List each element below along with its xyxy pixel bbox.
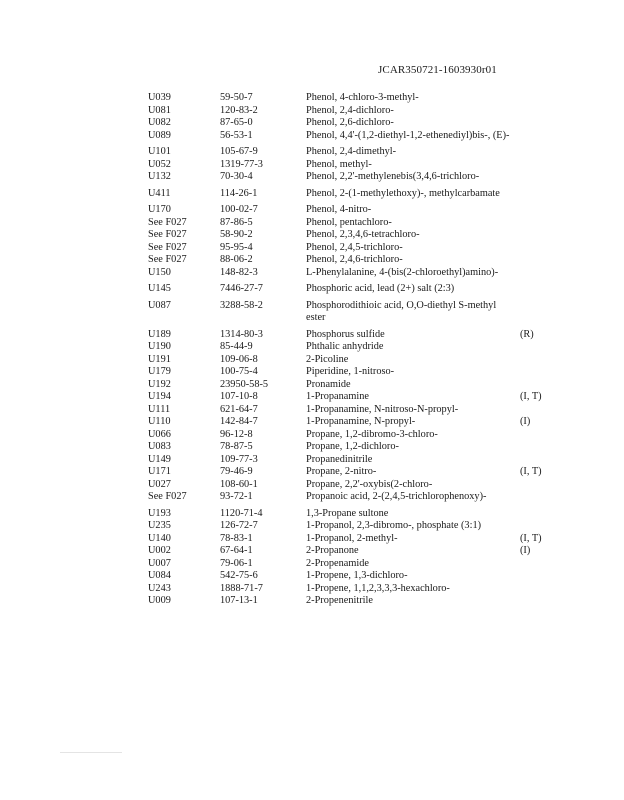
- chemical-name: 2-Propenenitrile: [306, 595, 373, 606]
- waste-code: U083: [148, 441, 171, 452]
- waste-code: U191: [148, 353, 171, 365]
- cas-number: 1319-77-3: [220, 158, 263, 170]
- cas-number: 79-46-9: [220, 466, 253, 477]
- waste-code: U101: [148, 146, 171, 157]
- waste-code: U066: [148, 428, 171, 440]
- table-row: [148, 366, 548, 379]
- table-row: [148, 520, 548, 533]
- waste-code: U089: [148, 129, 171, 141]
- table-row: [148, 296, 548, 325]
- chemical-name: Phenol, 4-chloro-3-methyl-: [306, 92, 419, 103]
- table-row: [148, 184, 548, 201]
- waste-code: U411: [148, 187, 171, 199]
- cas-number: 79-06-1: [220, 557, 253, 569]
- waste-code: U170: [148, 204, 171, 215]
- waste-code: See F027: [148, 254, 187, 265]
- chemical-name: Phenol, methyl-: [306, 158, 372, 170]
- waste-code: U007: [148, 557, 171, 569]
- waste-code: U027: [148, 478, 171, 490]
- waste-code: U149: [148, 453, 171, 465]
- table-row: [148, 92, 548, 105]
- chemical-name: 2-Picoline: [306, 353, 349, 365]
- hazard-code: (I, T): [520, 466, 542, 477]
- cas-number: 87-86-5: [220, 216, 253, 228]
- hazard-code: [516, 171, 548, 184]
- hazard-code: [516, 92, 548, 105]
- hazard-code: [516, 142, 548, 159]
- hazard-code: [516, 354, 548, 367]
- cas-number: 542-75-6: [220, 570, 258, 581]
- table-row: [148, 416, 548, 429]
- hazard-code: [516, 404, 548, 417]
- waste-code: See F027: [148, 241, 187, 253]
- cas-number: 23950-58-5: [220, 378, 269, 390]
- chemical-name: Phenol, 2,4,6-trichloro-: [306, 254, 403, 265]
- cas-number: 1120-71-4: [220, 507, 263, 519]
- chemical-name: Phenol, 4,4'-(1,2-diethyl-1,2-ethenediyl)bis-, (E)-: [306, 129, 510, 141]
- chemical-name: Phenol, 2,4-dimethyl-: [306, 146, 397, 157]
- chemical-name: Phosphorodithioic acid, O,O-diethyl S-methyl ester: [306, 299, 497, 323]
- waste-code: See F027: [148, 491, 187, 502]
- chemical-name: 1-Propanamine: [306, 391, 369, 402]
- table-row: [148, 279, 548, 296]
- hazard-code: [516, 366, 548, 379]
- chemical-name: Piperidine, 1-nitroso-: [306, 366, 395, 377]
- cas-number: 78-83-1: [220, 532, 253, 544]
- cas-number: 148-82-3: [220, 266, 258, 278]
- table-row: [148, 504, 548, 521]
- waste-code: U052: [148, 158, 171, 170]
- cas-number: 56-53-1: [220, 129, 253, 141]
- hazard-code: [516, 454, 548, 467]
- hazard-code: [516, 558, 548, 571]
- hazard-code: [516, 296, 548, 325]
- waste-code: U132: [148, 171, 171, 182]
- chemical-name: 2-Propenamide: [306, 557, 369, 569]
- table-row: [148, 429, 548, 442]
- cas-number: 78-87-5: [220, 441, 253, 452]
- hazard-code: [516, 520, 548, 533]
- cas-number: 109-77-3: [220, 453, 258, 465]
- hazard-code: [516, 341, 548, 354]
- chemical-name: Phthalic anhydride: [306, 341, 384, 352]
- hazardous-waste-table: [148, 92, 548, 608]
- table-row: [148, 545, 548, 558]
- table-row: [148, 229, 548, 242]
- chemical-name: Propane, 1,2-dichloro-: [306, 441, 399, 452]
- table-row: [148, 130, 548, 143]
- cas-number: 108-60-1: [220, 478, 258, 490]
- waste-code: U140: [148, 532, 171, 544]
- waste-code: U243: [148, 582, 171, 594]
- chemical-name: 2-Propanone: [306, 545, 359, 556]
- cas-number: 109-06-8: [220, 353, 258, 365]
- table-row: [148, 267, 548, 280]
- cas-number: 85-44-9: [220, 341, 253, 352]
- chemical-name: Propane, 1,2-dibromo-3-chloro-: [306, 428, 438, 440]
- waste-code: U039: [148, 92, 171, 103]
- hazard-code: [516, 583, 548, 596]
- chemical-name: Phenol, 2,3,4,6-tetrachloro-: [306, 229, 420, 240]
- table-row: [148, 142, 548, 159]
- waste-code: U087: [148, 299, 171, 311]
- table-row: [148, 325, 548, 342]
- chemical-name: Phosphorus sulfide: [306, 328, 385, 340]
- waste-code: U235: [148, 520, 171, 531]
- cas-number: 87-65-0: [220, 117, 253, 128]
- hazard-code: [516, 130, 548, 143]
- hazard-code: (I): [520, 545, 531, 556]
- table-row: [148, 454, 548, 467]
- chemical-name: L-Phenylalanine, 4-(bis(2-chloroethyl)amino)-: [306, 266, 499, 278]
- table-body: [148, 92, 548, 608]
- table-row: [148, 200, 548, 217]
- waste-code: U150: [148, 266, 171, 278]
- cas-number: 96-12-8: [220, 428, 253, 440]
- waste-code: U145: [148, 283, 171, 294]
- hazard-code: [516, 242, 548, 255]
- waste-code: U171: [148, 466, 171, 477]
- chemical-name: Phenol, 4-nitro-: [306, 204, 372, 215]
- hazard-code: [516, 570, 548, 583]
- table-row: [148, 117, 548, 130]
- waste-code: See F027: [148, 229, 187, 240]
- cas-number: 120-83-2: [220, 104, 258, 116]
- table-row: [148, 391, 548, 404]
- hazard-code: [516, 491, 548, 504]
- chemical-name: Phenol, 2,4-dichloro-: [306, 104, 394, 116]
- chemical-name: Pronamide: [306, 378, 351, 390]
- hazard-code: [516, 159, 548, 172]
- chemical-name: Phenol, 2,6-dichloro-: [306, 117, 394, 128]
- cas-number: 70-30-4: [220, 171, 253, 182]
- cas-number: 621-64-7: [220, 403, 258, 415]
- table-row: [148, 595, 548, 608]
- chemical-name: 1-Propanamine, N-nitroso-N-propyl-: [306, 403, 459, 415]
- table-row: [148, 217, 548, 230]
- hazard-code: (R): [520, 328, 534, 340]
- hazard-code: (I): [520, 416, 531, 427]
- table-row: [148, 354, 548, 367]
- table-row: [148, 558, 548, 571]
- hazard-code: [516, 267, 548, 280]
- hazard-code: [516, 441, 548, 454]
- table-row: [148, 491, 548, 504]
- hazard-code: [516, 200, 548, 217]
- chemical-name: Propanedinitrile: [306, 453, 373, 465]
- cas-number: 105-67-9: [220, 146, 258, 157]
- table-row: [148, 379, 548, 392]
- chemical-name: Phosphoric acid, lead (2+) salt (2:3): [306, 283, 455, 294]
- cas-number: 95-95-4: [220, 241, 253, 253]
- hazard-code: [516, 254, 548, 267]
- hazard-code: [516, 117, 548, 130]
- cas-number: 142-84-7: [220, 416, 258, 427]
- table-row: [148, 466, 548, 479]
- cas-number: 3288-58-2: [220, 299, 263, 311]
- cas-number: 107-10-8: [220, 391, 258, 402]
- waste-code: U009: [148, 595, 171, 606]
- cas-number: 1888-71-7: [220, 582, 263, 594]
- waste-code: U111: [148, 403, 171, 415]
- hazard-code: [516, 379, 548, 392]
- hazard-code: [516, 429, 548, 442]
- chemical-name: 1-Propanol, 2-methyl-: [306, 532, 398, 544]
- chemical-name: Phenol, 2-(1-methylethoxy)-, methylcarbamate: [306, 187, 500, 199]
- chemical-name: Phenol, pentachloro-: [306, 216, 392, 228]
- hazard-code: [516, 479, 548, 492]
- table-row: [148, 479, 548, 492]
- table-row: [148, 159, 548, 172]
- cas-number: 7446-27-7: [220, 283, 263, 294]
- cas-number: 67-64-1: [220, 545, 253, 556]
- chemical-name: 1-Propanamine, N-propyl-: [306, 416, 416, 427]
- chemical-name: Phenol, 2,4,5-trichloro-: [306, 241, 403, 253]
- table-row: [148, 404, 548, 417]
- waste-code: U084: [148, 570, 171, 581]
- table-row: [148, 583, 548, 596]
- cas-number: 58-90-2: [220, 229, 253, 240]
- chemical-name: Propane, 2,2'-oxybis(2-chloro-: [306, 478, 433, 490]
- waste-code: See F027: [148, 216, 187, 228]
- cas-number: 126-72-7: [220, 520, 258, 531]
- hazard-code: [516, 105, 548, 118]
- table-row: [148, 341, 548, 354]
- hazard-code: [516, 504, 548, 521]
- cas-number: 59-50-7: [220, 92, 253, 103]
- chemical-name: Propanoic acid, 2-(2,4,5-trichlorophenoxy)-: [306, 491, 487, 502]
- waste-code: U190: [148, 341, 171, 352]
- chemical-name: Phenol, 2,2'-methylenebis(3,4,6-trichloro-: [306, 171, 480, 182]
- table-row: [148, 533, 548, 546]
- footer-divider: [60, 752, 122, 753]
- waste-code: U082: [148, 117, 171, 128]
- hazard-code: [516, 595, 548, 608]
- waste-code: U081: [148, 104, 171, 116]
- chemical-name: 1,3-Propane sultone: [306, 507, 389, 519]
- cas-number: 100-75-4: [220, 366, 258, 377]
- hazard-code: (I, T): [520, 532, 542, 544]
- waste-code: U193: [148, 507, 171, 519]
- hazard-code: [516, 184, 548, 201]
- table-row: [148, 242, 548, 255]
- table-row: [148, 171, 548, 184]
- waste-code: U192: [148, 378, 171, 390]
- cas-number: 114-26-1: [220, 187, 258, 199]
- cas-number: 93-72-1: [220, 491, 253, 502]
- table-row: [148, 441, 548, 454]
- document-id: JCAR350721-1603930r01: [378, 64, 497, 76]
- waste-code: U179: [148, 366, 171, 377]
- table-row: [148, 254, 548, 267]
- chemical-name: 1-Propene, 1,1,2,3,3,3-hexachloro-: [306, 582, 450, 594]
- chemical-name: Propane, 2-nitro-: [306, 466, 377, 477]
- waste-code: U110: [148, 416, 171, 427]
- waste-code: U189: [148, 328, 171, 340]
- chemical-name: 1-Propene, 1,3-dichloro-: [306, 570, 408, 581]
- waste-code: U002: [148, 545, 171, 556]
- hazard-code: [516, 217, 548, 230]
- chemical-name: 1-Propanol, 2,3-dibromo-, phosphate (3:1): [306, 520, 482, 531]
- cas-number: 100-02-7: [220, 204, 258, 215]
- hazard-code: [516, 229, 548, 242]
- cas-number: 88-06-2: [220, 254, 253, 265]
- table-row: [148, 570, 548, 583]
- hazard-code: [516, 279, 548, 296]
- cas-number: 1314-80-3: [220, 328, 263, 340]
- waste-code: U194: [148, 391, 171, 402]
- hazard-code: (I, T): [520, 391, 542, 402]
- table-row: [148, 105, 548, 118]
- cas-number: 107-13-1: [220, 595, 258, 606]
